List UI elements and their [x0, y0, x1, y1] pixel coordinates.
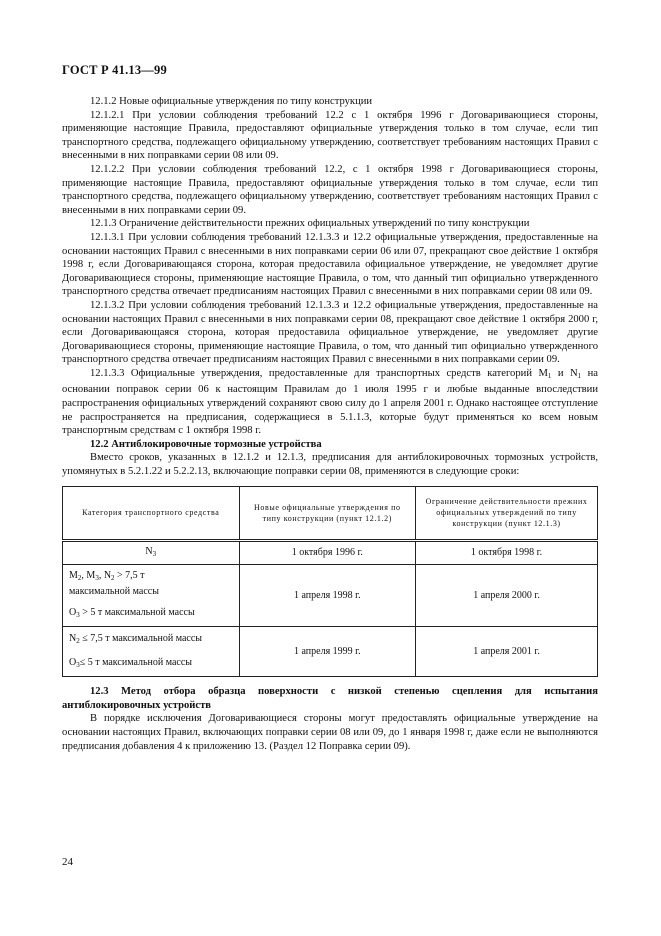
- category-line: [69, 632, 233, 648]
- text-run: ≤ 5 т максимальной массы: [79, 656, 193, 668]
- subscript: 2: [111, 574, 115, 583]
- text-run: M: [69, 570, 78, 582]
- category-line: [69, 569, 233, 585]
- text-run: и N: [551, 367, 578, 379]
- subscript: 3: [152, 549, 157, 558]
- table-cell-category: [63, 540, 240, 565]
- paragraph-12-1-3-1: 12.1.3.1 При условии соблюдения требований 12.1.3.3 и 12.2 официальные утверждения, предоставленные на основании настоящих Правил с внесенными в них поправками серии 06 или 07, прекращают свое действие 1 октября 1998 г, если Договаривающаяся сторона, которая предоставила официальное утверждение, не уведомляет другие Договаривающиеся стороны, применяющие настоящие Правила, о том, что данный тип официально утвержденного транспортного средства отвечает предписаниям настоящих Правил с внесенными в них поправками серии 08 или 09.: [62, 231, 598, 298]
- table-header-limit: Ограничение действительности прежних официальных утверждений по типу конструкции (пункт 12.1.3): [416, 486, 598, 540]
- table-cell-limit: 1 апреля 2001 г.: [416, 627, 598, 677]
- table-header-category: Категория транспортного средства: [63, 486, 240, 540]
- paragraph-12-1-2-1: 12.1.2.1 При условии соблюдения требований 12.2 с 1 октября 1996 г Договаривающиеся стороны, применяющие настоящие Правила, предоставляют официальные утверждения только в том случае, если тип транспортного средства, подлежащего официальному утверждению, соответствует требованиям настоящих Правил с внесенными в них поправками серии 08 или 09.: [62, 109, 598, 162]
- paragraph-12-1-3-2: 12.1.3.2 При условии соблюдения требований 12.1.3.3 и 12.2 официальные утверждения, предоставленные на основании настоящих Правил с внесенными в них поправками серии 08, прекращают свое действие 1 октября 2000 г, если Договаривающаяся сторона, которая предоставила официальное утверждение, не уведомляет другие Договаривающиеся стороны, применяющие настоящие Правила, о том, что данный тип официально утвержденного транспортного средства отвечает предписаниям настоящих Правил с внесенными в них поправками серии 09.: [62, 299, 598, 366]
- subscript: 1: [547, 371, 552, 380]
- table-row: [63, 540, 598, 565]
- paragraph-12-1-3-3: [62, 367, 598, 438]
- table-cell-category: [63, 627, 240, 677]
- text-run: на основании поправок серии 06 к настоящим Правилам до 1 июля 1995 г и любые выданные впоследствии распространения официальных утверждений сохраняют свою силу до 1 апреля 2001 г. Однако настоящее отступление не распространяется на предписания, содержащиеся в 5.1.1.3, которые будут применяться ко всем новым транспортным средствам с 1 октября 1998 г.: [62, 367, 598, 437]
- table-cell-limit: 1 октября 1998 г.: [416, 540, 598, 565]
- section-heading-12-3: 12.3 Метод отбора образца поверхности с низкой степенью сцепления для испытания антиблокировочных устройств: [62, 686, 598, 711]
- text-run: , N: [98, 570, 112, 582]
- document-code-header: ГОСТ Р 41.13—99: [62, 63, 167, 77]
- table-row: [63, 627, 598, 677]
- subscript: 3: [95, 574, 99, 583]
- paragraph-12-2-intro: Вместо сроков, указанных в 12.1.2 и 12.1.3, предписания для антиблокировочных тормозных устройств, упомянутых в 5.2.1.22 и 5.2.2.13, включающие поправки серии 08, применяются в следующие сроки:: [62, 452, 598, 478]
- table-header-new-approvals: Новые официальные утверждения по типу конструкции (пункт 12.1.2): [239, 486, 416, 540]
- text-run: > 5 т максимальной массы: [79, 607, 195, 619]
- text-run: 12.1.3.3 Официальные утверждения, предоставленные для транспортных средств категорий M: [90, 367, 548, 379]
- text-run: , M: [81, 570, 96, 582]
- section-heading-12-1-2: 12.1.2 Новые официальные утверждения по типу конструкции: [90, 96, 373, 107]
- text-run: O: [69, 656, 77, 668]
- section-heading-12-2: 12.2 Антиблокировочные тормозные устройства: [90, 438, 322, 450]
- subscript: 2: [77, 574, 82, 583]
- category-line: [69, 606, 233, 622]
- page-number: 24: [62, 856, 73, 868]
- subscript: 1: [577, 371, 582, 380]
- category-line: [69, 656, 233, 672]
- section-heading-12-1-3: 12.1.3 Ограничение действительности прежних официальных утверждений по типу конструкции: [90, 218, 530, 230]
- table-cell-limit: 1 апреля 2000 г.: [416, 565, 598, 627]
- text-run: O: [69, 607, 77, 619]
- table-cell-new: 1 апреля 1998 г.: [239, 565, 416, 627]
- table-cell-category: [63, 565, 240, 627]
- subscript: 3: [76, 660, 80, 669]
- subscript: 2: [76, 636, 80, 645]
- paragraph-12-1-2-2: 12.1.2.2 При условии соблюдения требований 12.2, с 1 октября 1998 г Договаривающиеся стороны, применяющие настоящие Правила, предоставляют официальные утверждения только в том случае, если тип транспортного средства, подлежащего официальному утверждению, соответствует требованиям настоящих Правил с внесенными в них поправками серии 09.: [62, 163, 598, 216]
- text-run: > 7,5 т: [114, 570, 145, 582]
- text-run: N: [145, 545, 153, 557]
- subscript: 3: [76, 611, 80, 620]
- category-line: максимальной массы: [69, 586, 159, 598]
- paragraph-12-3-body: В порядке исключения Договаривающиеся стороны могут предоставлять официальные утверждение на основании настоящих Правил, включающих поправки серии 08 или 09, до 1 января 1998 г, даже если не выполняются предписания добавления 4 к приложению 13. (Раздел 12 Поправка серии 09).: [62, 713, 598, 752]
- table-cell-new: 1 апреля 1999 г.: [239, 627, 416, 677]
- document-body: [62, 95, 598, 753]
- table-row: [63, 565, 598, 627]
- text-run: N: [69, 632, 77, 644]
- text-run: ≤ 7,5 т максимальной массы: [79, 632, 203, 644]
- table-cell-new: 1 октября 1996 г.: [239, 540, 416, 565]
- deadlines-table: [62, 486, 598, 678]
- table-header-row: [63, 486, 598, 540]
